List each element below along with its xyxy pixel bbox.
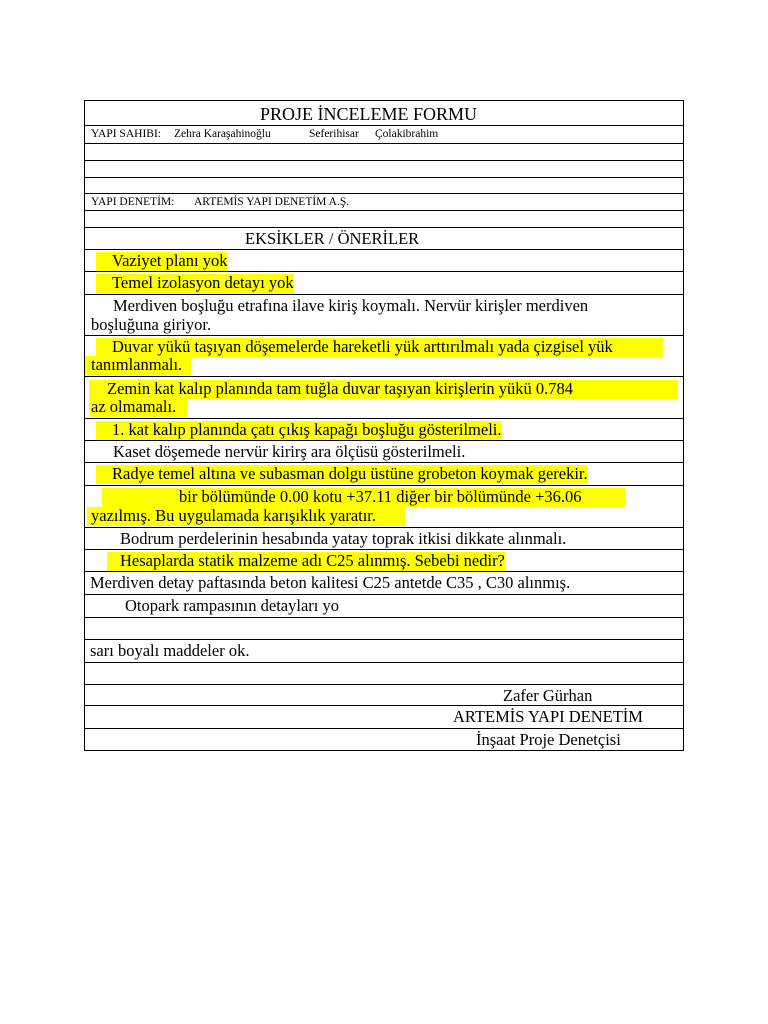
owner-row [84, 126, 684, 144]
item-text: Otopark rampasının detayları yo [125, 596, 339, 615]
title-row [84, 101, 684, 126]
district: Seferihisar [309, 128, 359, 140]
item-text: Zemin kat kalıp planında tam tuğla duvar taşıyan kirişlerin yükü 0.784 [107, 379, 574, 398]
inspection-company: ARTEMİS YAPI DENETİM A.Ş. [194, 196, 350, 208]
item-text: Merdiven detay paftasında beton kalitesi C25 antetde C35 , C30 alınmış. [90, 573, 571, 592]
signature-company-row [84, 706, 684, 729]
inspection-label: YAPI DENETİM: [91, 196, 175, 208]
note-row [84, 640, 684, 663]
section-title: EKSİKLER / ÖNERİLER [245, 229, 420, 248]
item-row [84, 377, 684, 419]
item-row [84, 336, 684, 377]
item-row [84, 419, 684, 441]
item-text: Bodrum perdelerinin hesabında yatay toprak itkisi dikkate alınmalı. [120, 529, 567, 548]
owner-name: Zehra Karaşahinoğlu [174, 128, 271, 140]
item-text: bir bölümünde 0.00 kotu +37.11 diğer bir bölümünde +36.06 [179, 487, 582, 506]
item-row [84, 250, 684, 272]
empty-row [84, 618, 684, 640]
item-text: Duvar yükü taşıyan döşemelerde hareketli yük arttırılmalı yada çizgisel yük [112, 337, 613, 356]
section-title-row [84, 228, 684, 250]
item-text: Temel izolasyon detayı yok [96, 274, 294, 293]
item-text: Merdiven boşluğu etrafına ilave kiriş koymalı. Nervür kirişler merdiven [113, 296, 589, 315]
inspection-row [84, 194, 684, 211]
item-text: 1. kat kalıp planında çatı çıkış kapağı boşluğu gösterilmeli. [96, 421, 502, 440]
item-text: Kaset döşemede nervür kirirş ara ölçüsü gösterilmeli. [113, 442, 466, 461]
item-text: Radye temel altına ve subasman dolgu üstüne grobeton koymak gerekir. [96, 465, 588, 484]
signature-name: Zafer Gürhan [503, 686, 593, 705]
item-row [84, 550, 684, 572]
empty-row [84, 663, 684, 685]
item-row [84, 486, 684, 528]
item-row [84, 441, 684, 463]
signature-title: İnşaat Proje Denetçisi [476, 730, 621, 749]
item-text: yazılmış. Bu uygulamada karışıklık yaratır. [91, 506, 377, 525]
form-title: PROJE İNCELEME FORMU [260, 104, 478, 124]
item-text: tanımlanmalı. [91, 355, 183, 374]
item-row [84, 295, 684, 336]
item-text: boşluğuna giriyor. [91, 315, 212, 334]
empty-row [84, 211, 684, 228]
item-row [84, 463, 684, 486]
empty-row [84, 144, 684, 161]
locality: Çolakibrahim [375, 128, 439, 140]
owner-label: YAPI SAHIBI: [91, 128, 161, 140]
signature-name-row [84, 685, 684, 706]
item-row [84, 595, 684, 618]
item-text: Hesaplarda statik malzeme adı C25 alınmış. Sebebi nedir? [107, 552, 505, 571]
note-text: sarı boyalı maddeler ok. [90, 641, 250, 660]
empty-row [84, 178, 684, 194]
item-row [84, 528, 684, 550]
signature-company: ARTEMİS YAPI DENETİM [453, 707, 643, 726]
empty-row [84, 161, 684, 178]
item-row [84, 572, 684, 595]
review-form [84, 100, 684, 751]
signature-title-row [84, 729, 684, 751]
item-text: az olmamalı. [91, 397, 177, 416]
item-row [84, 272, 684, 295]
item-text: Vaziyet planı yok [96, 252, 227, 271]
